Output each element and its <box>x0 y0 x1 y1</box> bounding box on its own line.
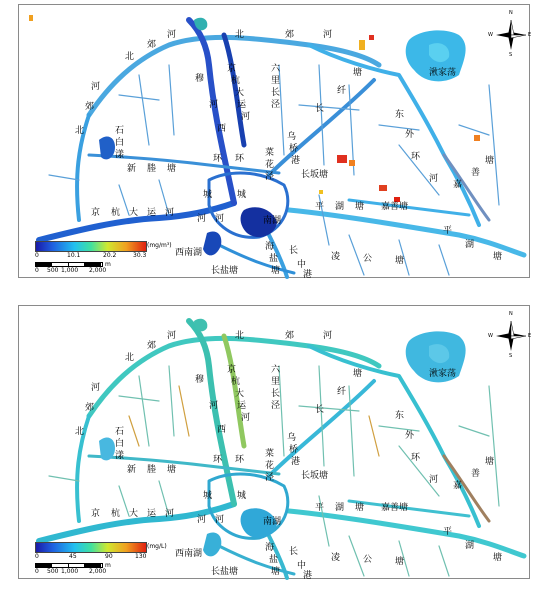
label-jing: 泾 <box>271 100 281 110</box>
label-bai: 白 <box>115 439 125 449</box>
scale-label: 1,000 <box>61 568 79 575</box>
label-qiao: 桥 <box>289 445 299 455</box>
label-bei: 北 <box>125 52 135 62</box>
label-jiashantang: 嘉善塘 <box>381 503 409 513</box>
label-shi: 石 <box>115 427 125 437</box>
label-cai: 菜 <box>265 148 275 158</box>
label-cheng: 城 <box>203 491 213 501</box>
label-ping: 平 <box>443 527 453 537</box>
ramp-tick: 30.3 <box>133 252 147 259</box>
compass-n-label: N <box>509 10 513 16</box>
compass-s-label: S <box>509 52 513 58</box>
label-he: 河 <box>167 30 177 40</box>
label-ping: 平 <box>315 503 325 513</box>
label-xian: 纤 <box>337 86 347 96</box>
label-jiao: 郊 <box>285 30 295 40</box>
label-xian: 纤 <box>337 387 347 397</box>
river-east-ring <box>444 456 489 521</box>
legend <box>33 542 173 576</box>
label-he: 河 <box>209 401 219 411</box>
label-mu: 穆 <box>195 375 205 385</box>
label-jia: 嘉 <box>453 481 463 491</box>
label-hua: 花 <box>265 461 275 471</box>
label-yan: 盐 <box>269 555 279 565</box>
label-jiao: 郊 <box>147 40 157 50</box>
scale-label: 1,000 <box>61 267 79 274</box>
label-gang: 港 <box>291 156 301 166</box>
label-mu: 穆 <box>195 74 205 84</box>
river-east-ring <box>444 155 489 220</box>
label-tang: 塘 <box>355 503 365 513</box>
ramp-tick: 0 <box>35 252 39 259</box>
label-changbantang: 长坂塘 <box>301 170 329 180</box>
label-huan: 环 <box>213 154 223 164</box>
label-he: 河 <box>165 509 175 519</box>
label-yang: 漾 <box>115 150 125 160</box>
label-he: 河 <box>241 413 251 423</box>
compass-w-label: W <box>488 32 493 38</box>
label-he: 河 <box>215 515 225 525</box>
label-hua: 花 <box>265 160 275 170</box>
label-yun: 运 <box>147 509 157 519</box>
label-bei: 北 <box>75 427 85 437</box>
label-changyantang: 长盐塘 <box>211 266 239 276</box>
label-hang: 杭 <box>231 76 241 86</box>
label-he: 河 <box>197 214 207 224</box>
label-jing: 京 <box>91 208 101 218</box>
label-xinanhu: 西南湖 <box>175 549 203 559</box>
label-li: 里 <box>271 377 281 387</box>
label-hai: 海 <box>265 242 275 252</box>
label-tang: 塘 <box>355 202 365 212</box>
label-hu: 湖 <box>465 541 475 551</box>
label-liu: 六 <box>271 64 281 74</box>
label-da: 大 <box>129 509 139 519</box>
label-zhong: 中 <box>297 260 307 270</box>
label-shi: 石 <box>115 126 125 136</box>
label-zhong: 中 <box>297 561 307 571</box>
label-he: 河 <box>91 82 101 92</box>
scale-label: 2,000 <box>89 267 107 274</box>
label-gong: 公 <box>363 254 373 264</box>
north-arrow-icon <box>488 10 532 58</box>
label-jia: 嘉 <box>453 180 463 190</box>
label-wu: 乌 <box>287 132 297 142</box>
label-xinanhu: 西南湖 <box>175 248 203 258</box>
river-changxian <box>269 80 374 175</box>
label-he: 河 <box>323 30 333 40</box>
label-bei: 北 <box>235 331 245 341</box>
map-panel-air <box>18 4 530 278</box>
label-jiao: 郊 <box>85 102 95 112</box>
label-tang: 塘 <box>493 252 503 262</box>
label-chang: 长 <box>271 88 281 98</box>
label-ping: 平 <box>315 202 325 212</box>
label-he: 河 <box>209 100 219 110</box>
label-huan: 环 <box>411 152 421 162</box>
river-changxian <box>269 381 374 476</box>
label-tang: 塘 <box>395 557 405 567</box>
scale-label: 500 <box>47 568 59 575</box>
label-jiashantang: 嘉善塘 <box>381 202 409 212</box>
label-chang: 长 <box>315 104 325 114</box>
label-he: 河 <box>167 331 177 341</box>
color-ramp <box>35 241 147 252</box>
label-tang: 塘 <box>167 164 177 174</box>
label-chang: 长 <box>289 246 299 256</box>
label-hang: 杭 <box>111 208 121 218</box>
label-gong: 公 <box>363 555 373 565</box>
map-canvas <box>19 306 532 578</box>
compass-w-label: W <box>488 333 493 339</box>
label-hai: 海 <box>265 543 275 553</box>
ramp-tick: 20.2 <box>103 252 117 259</box>
lake-xinanhu <box>203 533 221 557</box>
label-yan: 盐 <box>269 254 279 264</box>
label-he: 河 <box>241 112 251 122</box>
label-ling: 凌 <box>331 252 341 262</box>
ramp-tick: 10.1 <box>67 252 81 259</box>
scale-unit: m <box>105 562 111 569</box>
label-xin: 新 <box>127 164 137 174</box>
legend-unit: (mg/L) <box>147 543 167 550</box>
label-he: 河 <box>215 214 225 224</box>
label-changbantang: 长坂塘 <box>301 471 329 481</box>
ramp-tick: 45 <box>69 553 77 560</box>
scale-unit: m <box>105 261 111 268</box>
label-tang: 塘 <box>485 457 495 467</box>
label-he: 河 <box>429 475 439 485</box>
label-tang: 塘 <box>395 256 405 266</box>
label-teng: 塍 <box>147 465 157 475</box>
label-jiao: 郊 <box>147 341 157 351</box>
label-shijiadang: 湫家荡 <box>429 369 457 379</box>
label-chang: 长 <box>289 547 299 557</box>
label-jiao: 郊 <box>85 403 95 413</box>
label-shan: 善 <box>471 469 481 479</box>
label-wai: 外 <box>405 130 415 140</box>
compass-e-label: E <box>528 333 532 339</box>
label-gang: 港 <box>303 571 313 581</box>
river-pinghu <box>289 210 524 255</box>
label-yun: 运 <box>147 208 157 218</box>
label-da: 大 <box>235 88 245 98</box>
label-wu: 乌 <box>287 433 297 443</box>
ramp-tick: 0 <box>35 553 39 560</box>
scale-label: 0 <box>35 568 39 575</box>
label-jing: 泾 <box>265 473 275 483</box>
label-chang: 长 <box>271 389 281 399</box>
label-nanhu: 南湖 <box>263 517 282 527</box>
label-tang: 塘 <box>485 156 495 166</box>
compass-e-label: E <box>528 32 532 38</box>
label-hu: 湖 <box>335 202 345 212</box>
label-xin: 新 <box>127 465 137 475</box>
label-cheng: 城 <box>237 190 247 200</box>
label-cheng: 城 <box>203 190 213 200</box>
label-dong: 东 <box>395 411 405 421</box>
label-gang: 港 <box>303 270 313 280</box>
label-ping: 平 <box>443 226 453 236</box>
compass-s-label: S <box>509 353 513 359</box>
label-yun: 运 <box>237 401 247 411</box>
scale-label: 500 <box>47 267 59 274</box>
label-jing: 泾 <box>265 172 275 182</box>
label-bai: 白 <box>115 138 125 148</box>
label-hu: 湖 <box>335 503 345 513</box>
label-bei: 北 <box>235 30 245 40</box>
scale-label: 2,000 <box>89 568 107 575</box>
river-jiashan <box>349 501 469 516</box>
lake-xinanhu <box>203 232 221 256</box>
label-cai: 菜 <box>265 449 275 459</box>
label-jing: 京 <box>227 64 237 74</box>
label-ling: 凌 <box>331 553 341 563</box>
label-wai: 外 <box>405 431 415 441</box>
label-huan: 环 <box>235 154 245 164</box>
label-dong: 东 <box>395 110 405 120</box>
label-chang: 长 <box>315 405 325 415</box>
compass-n-label: N <box>509 311 513 317</box>
label-huan: 环 <box>411 453 421 463</box>
label-huan: 环 <box>213 455 223 465</box>
label-tang: 塘 <box>353 68 363 78</box>
label-tang: 塘 <box>271 567 281 577</box>
label-liu: 六 <box>271 365 281 375</box>
label-tang: 塘 <box>353 369 363 379</box>
label-nanhu: 南湖 <box>263 216 282 226</box>
label-hang: 杭 <box>231 377 241 387</box>
label-yun: 运 <box>237 100 247 110</box>
river-jiashan <box>349 200 469 215</box>
scale-label: 0 <box>35 267 39 274</box>
label-he: 河 <box>429 174 439 184</box>
map-panel-water <box>18 305 530 579</box>
north-arrow-icon <box>488 311 532 359</box>
label-teng: 塍 <box>147 164 157 174</box>
label-he: 河 <box>323 331 333 341</box>
label-tang: 塘 <box>493 553 503 563</box>
label-li: 里 <box>271 76 281 86</box>
label-huan: 环 <box>235 455 245 465</box>
label-bei: 北 <box>125 353 135 363</box>
label-jing: 京 <box>227 365 237 375</box>
color-ramp <box>35 542 147 553</box>
label-bei: 北 <box>75 126 85 136</box>
label-changyantang: 长盐塘 <box>211 567 239 577</box>
label-da: 大 <box>235 389 245 399</box>
legend-unit: (mg/m³) <box>147 242 172 249</box>
label-tang: 塘 <box>271 266 281 276</box>
label-gang: 港 <box>291 457 301 467</box>
label-qiao: 桥 <box>289 144 299 154</box>
label-he: 河 <box>91 383 101 393</box>
label-jing: 泾 <box>271 401 281 411</box>
map-canvas <box>19 5 532 277</box>
label-xi: 西 <box>217 124 227 134</box>
ramp-tick: 90 <box>105 553 113 560</box>
label-jing: 京 <box>91 509 101 519</box>
label-xi: 西 <box>217 425 227 435</box>
label-jiao: 郊 <box>285 331 295 341</box>
label-da: 大 <box>129 208 139 218</box>
ramp-tick: 130 <box>135 553 147 560</box>
label-cheng: 城 <box>237 491 247 501</box>
label-tang: 塘 <box>167 465 177 475</box>
label-yang: 漾 <box>115 451 125 461</box>
label-shijiadang: 湫家荡 <box>429 68 457 78</box>
label-he: 河 <box>165 208 175 218</box>
label-shan: 善 <box>471 168 481 178</box>
label-hang: 杭 <box>111 509 121 519</box>
legend <box>33 241 173 275</box>
river-pinghu <box>289 511 524 556</box>
label-he: 河 <box>197 515 207 525</box>
label-hu: 湖 <box>465 240 475 250</box>
